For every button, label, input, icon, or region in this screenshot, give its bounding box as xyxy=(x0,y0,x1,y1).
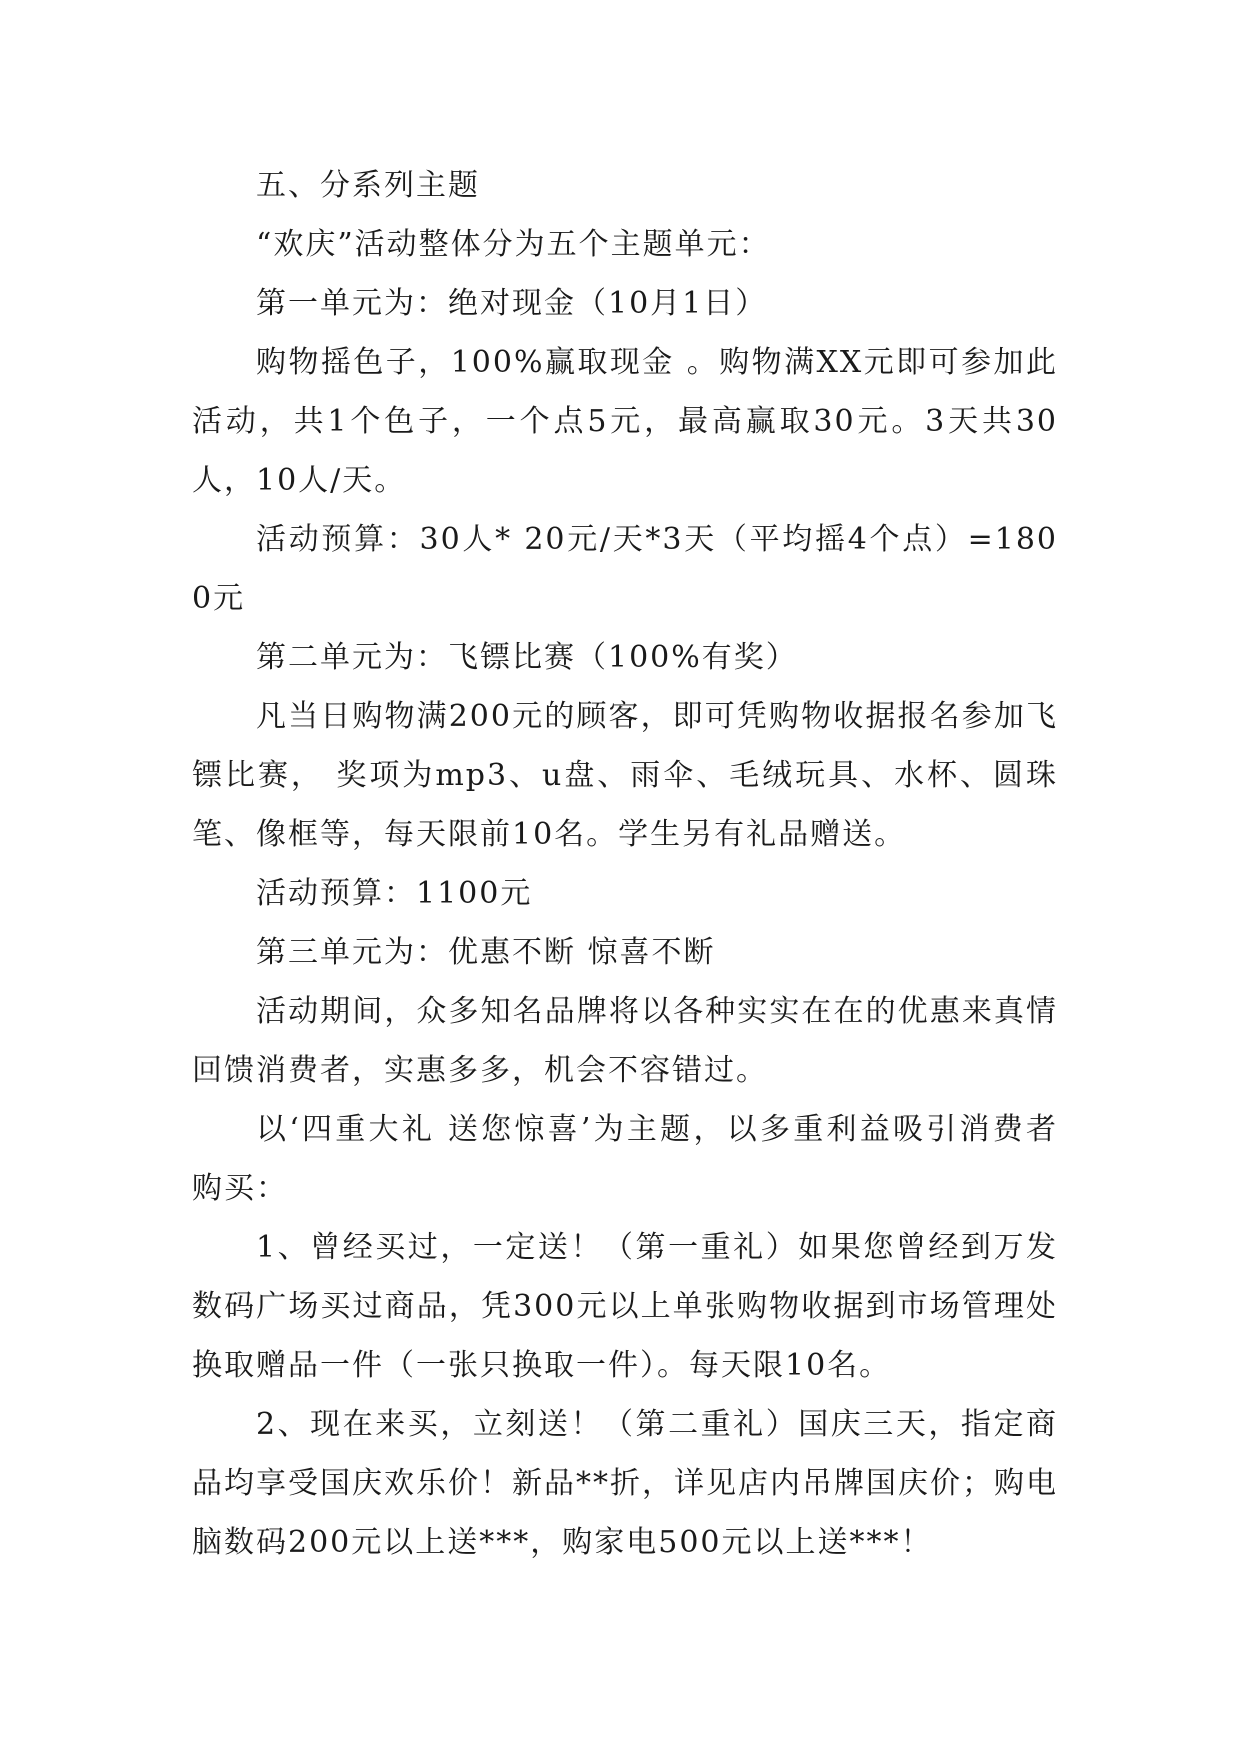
unit-two-description: 凡当日购物满200元的顾客，即可凭购物收据报名参加飞镖比赛， 奖项为mp3、u盘、雨伞、毛绒玩具、水杯、圆珠笔、像框等，每天限前10名。学生另有礼品赠送。 xyxy=(192,699,1058,852)
intro-paragraph: “欢庆”活动整体分为五个主题单元： xyxy=(256,227,771,262)
gift-theme-paragraph: 以‘四重大礼 送您惊喜’为主题，以多重利益吸引消费者购买： xyxy=(192,1112,1058,1206)
unit-three-heading: 第三单元为：优惠不断 惊喜不断 xyxy=(256,935,716,970)
unit-one-description: 购物摇色子，100%赢取现金 。购物满XX元即可参加此活动，共1个色子，一个点5元，最高赢取30元。3天共30人，10人/天。 xyxy=(192,345,1058,498)
unit-one-budget: 活动预算：30人* 20元/天*3天（平均摇4个点）=1800元 xyxy=(192,522,1058,616)
gift-item-two: 2、现在来买，立刻送！（第二重礼）国庆三天，指定商品均享受国庆欢乐价！新品**折，详见店内吊牌国庆价；购电脑数码200元以上送***，购家电500元以上送***！ xyxy=(192,1407,1058,1560)
unit-one-heading: 第一单元为：绝对现金（10月1日） xyxy=(256,286,768,321)
unit-three-description: 活动期间，众多知名品牌将以各种实实在在的优惠来真情回馈消费者，实惠多多，机会不容错过。 xyxy=(192,994,1058,1088)
section-heading: 五、分系列主题 xyxy=(256,168,480,203)
unit-two-heading: 第二单元为：飞镖比赛（100%有奖） xyxy=(256,640,798,675)
unit-two-budget: 活动预算：1100元 xyxy=(256,876,533,911)
gift-item-one: 1、曾经买过，一定送！（第一重礼）如果您曾经到万发数码广场买过商品，凭300元以上单张购物收据到市场管理处换取赠品一件（一张只换取一件）。每天限10名。 xyxy=(192,1230,1058,1383)
document-body xyxy=(192,156,1058,1572)
